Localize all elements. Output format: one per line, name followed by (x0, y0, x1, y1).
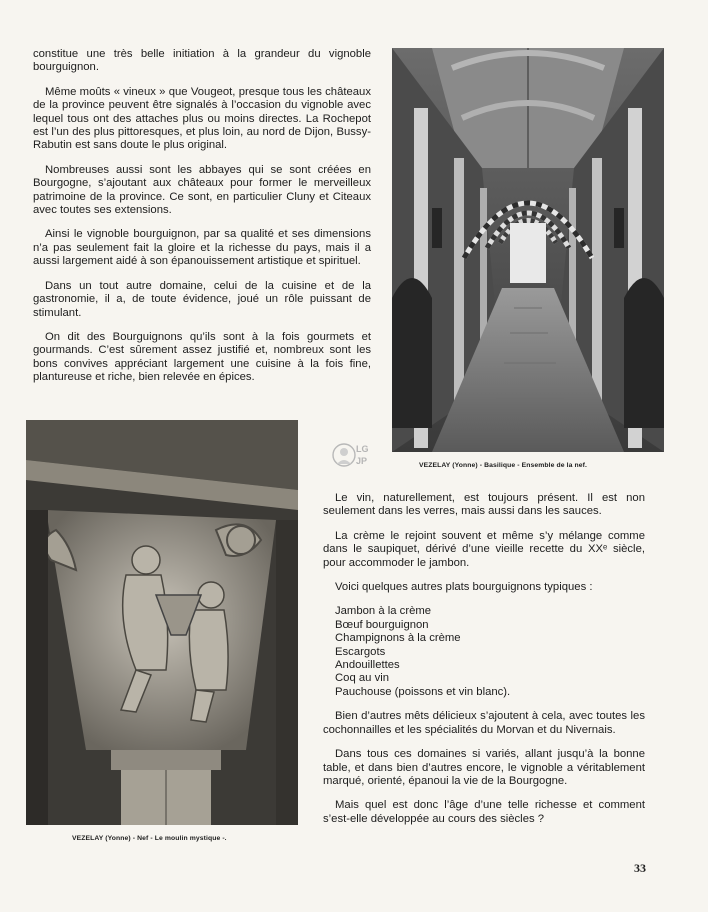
svg-text:LG: LG (356, 444, 369, 454)
paragraph: Voici quelques autres plats bourguignons typiques : (335, 581, 593, 594)
page-number: 33 (634, 861, 646, 875)
right-text-column (323, 492, 645, 837)
list-item: Escargots (335, 645, 386, 658)
capital-photo-caption: VEZELAY (Yonne) - Nef - Le moulin mystique -. (72, 835, 227, 842)
paragraph: Bien d’autres mêts délicieux s’ajoutent à cela, avec toutes les cochonnailles et les spécialités du Morvan et du Nivernais. (323, 710, 645, 736)
nave-photo (392, 48, 664, 452)
capital-photo (26, 420, 298, 825)
list-item: Champignons à la crème (335, 632, 461, 645)
paragraph: La crème le rejoint souvent et même s’y mélange comme dans le saupiquet, dérivé d’une vieille recette du XXᵉ siècle, pour accommoder le jambon. (323, 529, 645, 569)
list-item: Jambon à la crème (335, 605, 432, 618)
left-text-column (33, 48, 371, 396)
list-item: Pauchouse (poissons et vin blanc). (335, 685, 511, 698)
paragraph: Mais quel est donc l’âge d’une telle richesse et comment s’est-elle développée au cours des siècles ? (323, 799, 645, 825)
paragraph: Nombreuses aussi sont les abbayes qui se sont créées en Bourgogne, s’ajoutant aux châteaux pour former le merveilleux patrimoine de la province. Ce sont, en particulier Cluny et Citeaux avec toutes ses extensions. (33, 163, 371, 217)
list-item: Andouillettes (335, 659, 400, 672)
paragraph: Dans un tout autre domaine, celui de la cuisine et de la gastronomie, il a, de toute évidence, joué un rôle puissant de stimulant. (33, 279, 371, 319)
list-item: Bœuf bourguignon (335, 618, 429, 631)
paragraph: constitue une très belle initiation à la grandeur du vignoble bourguignon. (33, 48, 371, 74)
paragraph: Même moûts « vineux » que Vougeot, presque tous les châteaux de la province peuvent être signalés à l’occasion du vignoble avec lequel tous ont des attaches plus ou moins directes. La Rochepot est l’un des plus pittoresques, et plus loin, au nord de Dijon, Bussy-Rabutin est sans doute le plus original. (33, 85, 371, 152)
nave-photo-caption: VEZELAY (Yonne) - Basilique - Ensemble de la nef. (419, 462, 587, 469)
paragraph: Le vin, naturellement, est toujours présent. Il est non seulement dans les verres, mais aussi dans les sauces. (323, 492, 645, 518)
paragraph: On dit des Bourguignons qu’ils sont à la fois gourmets et gourmands. C’est sûrement assez justifié et, nombreux sont les bons convives appréciant largement une cuisine à la fois fine, plantureuse et riche, bien relevée en épices. (33, 330, 371, 384)
paragraph: Ainsi le vignoble bourguignon, par sa qualité et ses dimensions n’a pas seulement fait la gloire et la richesse du pays, mais il a aussi largement aidé à son épanouissement artistique et spirituel. (33, 228, 371, 268)
svg-text:JP: JP (356, 456, 368, 466)
dish-list (335, 605, 645, 699)
list-item: Coq au vin (335, 672, 390, 685)
paragraph: Dans tous ces domaines si variés, allant jusqu’à la bonne table, et dans bien d’autres encore, le vignoble a véritablement marqué, orienté, épanoui la vie de la Bourgogne. (323, 748, 645, 787)
collector-stamp (331, 438, 371, 472)
